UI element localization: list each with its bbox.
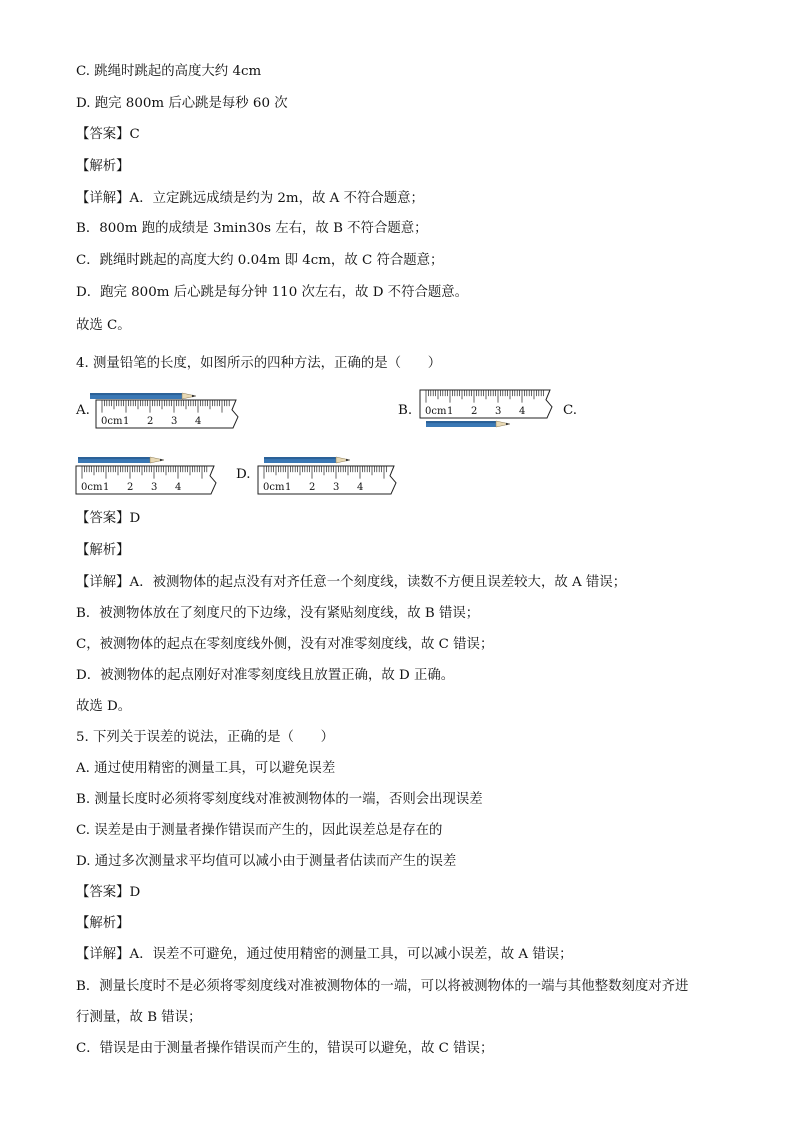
option-line: C. 误差是由于测量者操作错误而产生的，因此误差总是存在的 [76,823,443,838]
analysis-label: 【解析】 [76,916,130,931]
text-line: D．被测物体的起点刚好对准零刻度线且放置正确，故 D 正确。 [76,668,455,683]
ruler-cm-label: 3 [151,482,158,493]
ruler-figure-d [256,450,398,496]
figure-option-b [414,388,554,434]
text-line: C．错误是由于测量者操作错误而产生的，错误可以避免，故 C 错误； [76,1041,494,1056]
option-c-label: C. [563,403,578,418]
ruler-cm-label: 1 [285,482,292,493]
ruler [96,400,238,428]
ruler-figure-a [90,388,240,430]
ruler-cm-label: 2 [309,482,316,493]
answer-label: 【答案】C [76,127,140,142]
text-line: 【详解】A．立定跳远成绩是约为 2m，故 A 不符合题意； [76,191,424,206]
answer-label: 【答案】D [76,885,141,900]
ruler-cm-label: 4 [519,406,526,417]
option-d-label: D. [236,467,251,482]
ruler-cm-label: 2 [471,406,478,417]
text-line: C．跳绳时跳起的高度大约 0.04m 即 4cm，故 C 符合题意； [76,253,444,268]
figure-option-c [74,450,218,496]
pencil-stripe [78,457,150,459]
ruler-zero-label: 0cm [101,416,123,427]
answer-label: 【答案】D [76,511,141,526]
ruler-zero-label: 0cm [263,482,285,493]
pencil-lead [160,459,164,461]
ruler-zero-label: 0cm [81,482,103,493]
ruler [420,390,552,418]
text-line: 行测量，故 B 错误； [76,1010,202,1025]
ruler-cm-label: 1 [103,482,110,493]
figure-option-a [90,388,240,430]
option-line: D. 通过多次测量求平均值可以减小由于测量者估读而产生的误差 [76,854,457,869]
ruler [258,466,396,494]
pencil-stripe [90,393,182,395]
text-line: D．跑完 800m 后心跳是每分钟 110 次左右，故 D 不符合题意。 [76,285,469,300]
analysis-label: 【解析】 [76,543,130,558]
pencil [426,421,510,427]
pencil-lead [192,395,196,397]
text-line: B．被测物体放在了刻度尺的下边缘，没有紧贴刻度线，故 B 错误； [76,606,480,621]
ruler [76,466,216,494]
figure-option-d [256,450,398,496]
pencil-stripe [264,457,336,459]
pencil [90,393,196,399]
ruler-cm-label: 3 [495,406,502,417]
text-line: 【详解】A．误差不可避免，通过使用精密的测量工具，可以减小误差，故 A 错误； [76,947,573,962]
ruler-cm-label: 4 [195,416,202,427]
text-line: C. 跳绳时跳起的高度大约 4cm [76,64,262,79]
question-4: 4. 测量铅笔的长度，如图所示的四种方法，正确的是（ ） [76,356,442,371]
option-b-label: B. [398,403,413,418]
ruler-cm-label: 1 [447,406,454,417]
ruler-cm-label: 3 [171,416,178,427]
ruler-cm-label: 4 [357,482,364,493]
text-line: B．测量长度时不是必须将零刻度线对准被测物体的一端，可以将被测物体的一端与其他整数刻度对齐进 [76,979,689,994]
option-line: B. 测量长度时必须将零刻度线对准被测物体的一端，否则会出现误差 [76,792,483,807]
ruler-cm-label: 1 [123,416,130,427]
text-line: B．800m 跑的成绩是 3min30s 左右，故 B 不符合题意； [76,221,428,236]
pencil-lead [346,459,350,461]
text-line: C，被测物体的起点在零刻度线外侧，没有对准零刻度线，故 C 错误； [76,637,494,652]
pencil [264,457,350,463]
text-line: D. 跑完 800m 后心跳是每秒 60 次 [76,96,288,111]
ruler-figure-b [414,388,554,434]
pencil-lead [506,423,510,425]
ruler-zero-label: 0cm [425,406,447,417]
pencil-stripe [426,421,496,423]
analysis-label: 【解析】 [76,159,130,174]
ruler-cm-label: 4 [175,482,182,493]
text-line: 故选 C。 [76,318,131,333]
question-5: 5. 下列关于误差的说法，正确的是（ ） [76,730,335,745]
text-line: 【详解】A．被测物体的起点没有对齐任意一个刻度线，读数不方便且误差较大，故 A 错误； [76,575,627,590]
text-line: 故选 D。 [76,699,132,714]
ruler-figure-c [74,450,218,496]
pencil [78,457,164,463]
ruler-cm-label: 2 [147,416,154,427]
ruler-cm-label: 3 [333,482,340,493]
option-line: A. 通过使用精密的测量工具，可以避免误差 [76,761,336,776]
option-a-label: A. [76,403,90,418]
ruler-cm-label: 2 [127,482,134,493]
